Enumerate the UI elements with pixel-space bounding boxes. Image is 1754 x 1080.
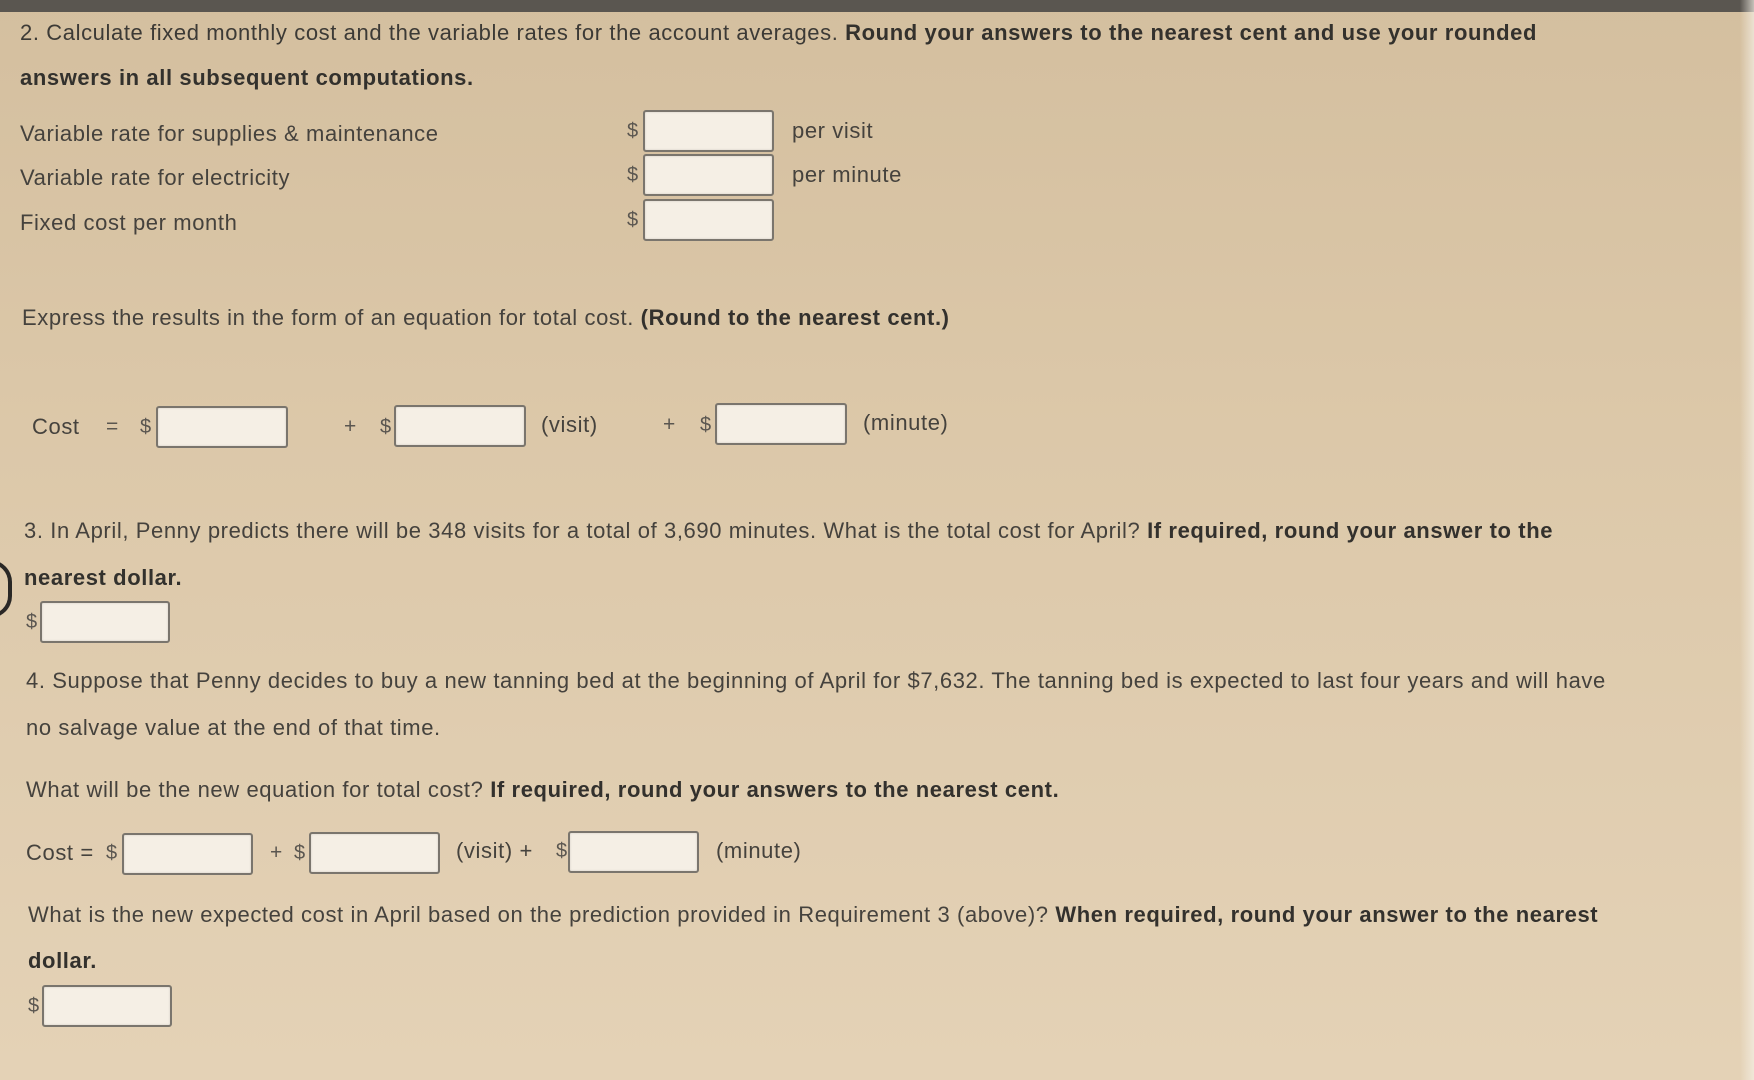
q2-cost-label: Cost (32, 414, 80, 439)
q2-row-currency-fixed: $ (627, 209, 639, 231)
q2-heading-line1 (20, 18, 1537, 48)
q2-row-currency-electricity: $ (627, 164, 639, 186)
fixed-cost-input[interactable] (643, 199, 774, 241)
q3-heading-line1 (24, 516, 1553, 546)
equation-fixed-input[interactable] (156, 406, 288, 448)
equation-minute-rate-input[interactable] (715, 403, 847, 445)
april-total-cost-input[interactable] (40, 601, 170, 643)
q3-heading-bold: If required, round your answer to the (1147, 518, 1554, 543)
q2-heading-normal: 2. Calculate fixed monthly cost and the variable rates for the account averages. (20, 20, 839, 45)
q2-row-label-supplies: Variable rate for supplies & maintenance (20, 121, 439, 146)
q4-equation-prompt-normal: What will be the new equation for total cost? (26, 777, 484, 802)
new-equation-visit-rate-input[interactable] (309, 832, 440, 874)
equation-visit-rate-input[interactable] (394, 405, 526, 447)
q4-cost-label: Cost = (26, 840, 94, 865)
q2-equation-prompt-normal: Express the results in the form of an equation for total cost. (22, 305, 634, 330)
q4-cost-prompt-line2: dollar. (28, 948, 97, 973)
q2-row-label-electricity: Variable rate for electricity (20, 165, 291, 190)
q2-equation-prompt-bold: (Round to the nearest cent.) (640, 305, 950, 330)
new-april-cost-input[interactable] (42, 985, 172, 1027)
q2-heading-line2: answers in all subsequent computations. (20, 65, 474, 90)
q4-cost-prompt-bold: When required, round your answer to the nearest (1055, 902, 1599, 927)
q3-currency: $ (26, 611, 38, 633)
q2-row-currency-supplies: $ (627, 120, 639, 142)
new-equation-minute-rate-input[interactable] (568, 831, 699, 873)
q3-heading-normal: 3. In April, Penny predicts there will be 348 visits for a total of 3,690 minutes. What is the total cost for April? (24, 518, 1141, 543)
q4-currency: $ (28, 995, 40, 1017)
q2-visit-label: (visit) (541, 412, 598, 437)
q2-eq-currency-minute: $ (700, 414, 712, 436)
q4-equation-prompt (26, 775, 1059, 805)
electricity-rate-input[interactable] (643, 154, 774, 196)
q4-minute-label: (minute) (716, 838, 802, 863)
q2-eq-currency-visit: $ (380, 416, 392, 438)
supplies-rate-input[interactable] (643, 110, 774, 152)
q4-eq-currency-fixed: $ (106, 842, 118, 864)
q2-minute-label: (minute) (863, 410, 949, 435)
q2-row-unit-visit: per visit (792, 118, 874, 143)
q4-cost-prompt-line1 (28, 900, 1598, 930)
q2-eq-currency-fixed: $ (140, 416, 152, 438)
q4-plus-sign: + (270, 841, 283, 864)
q4-heading-line2: no salvage value at the end of that time. (26, 715, 441, 740)
q4-heading-line1: 4. Suppose that Penny decides to buy a new tanning bed at the beginning of April for $7,632. The tanning bed is expected to last four years and will have (26, 668, 1606, 693)
q4-eq-currency-minute: $ (556, 840, 568, 862)
top-bar (0, 0, 1754, 12)
q4-cost-prompt-normal: What is the new expected cost in April based on the prediction provided in Requirement 3 (above)? (28, 902, 1049, 927)
screen-edge-glare (1740, 0, 1754, 1080)
q2-row-label-fixed: Fixed cost per month (20, 210, 238, 235)
q2-equation-prompt (22, 303, 950, 333)
q3-heading-line2: nearest dollar. (24, 565, 183, 590)
q2-heading-bold: Round your answers to the nearest cent and use your rounded (845, 20, 1538, 45)
q2-plus-sign-1: + (344, 415, 357, 438)
q2-plus-sign-2: + (663, 413, 676, 436)
q2-equals-sign: = (106, 415, 119, 438)
q2-row-unit-minute: per minute (792, 162, 902, 187)
q4-eq-currency-visit: $ (294, 842, 306, 864)
q4-equation-prompt-bold: If required, round your answers to the nearest cent. (490, 777, 1060, 802)
scroll-handle-mark (0, 560, 12, 618)
q4-visit-label: (visit) + (456, 838, 533, 863)
new-equation-fixed-input[interactable] (122, 833, 253, 875)
